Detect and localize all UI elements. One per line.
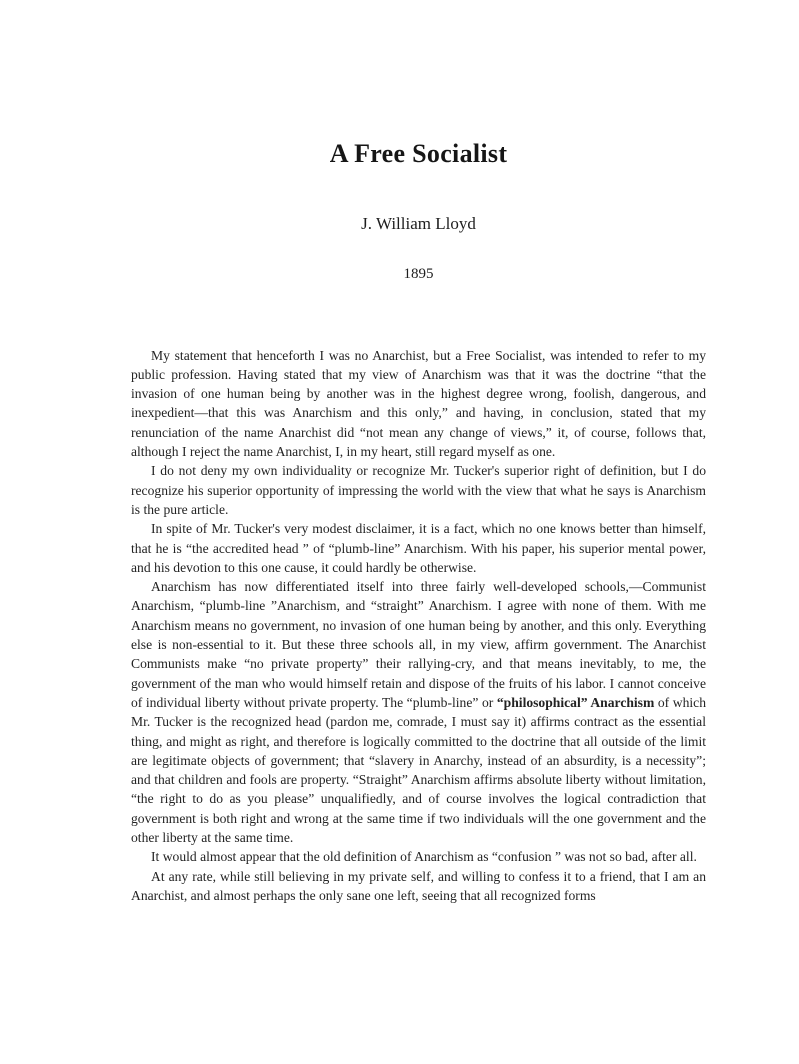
text-column bbox=[131, 0, 706, 905]
article-title: A Free Socialist bbox=[329, 139, 508, 168]
text-segment: of which Mr. Tucker is the recognized head (pardon me, comrade, I must say it) affirms contract as the essential thing, and might as right, and therefore is logically committed to the doctrine that all outside of the limit are legitimate objects of government; that “slavery in Anarchy, instead of an absurdity, is a necessity”; and that children and fools are property. “Straight” Anarchism affirms absolute liberty without limitation, “the right to do as you please” unqualifiedly, and of course involves the logical contradiction that government is both right and wrong at the same time if two individuals will the one government and the other liberty at the same time. bbox=[131, 694, 707, 846]
paragraph bbox=[131, 867, 706, 906]
paragraph bbox=[131, 346, 706, 462]
text-segment: It would almost appear that the old definition of Anarchism as “confusion ” was not so bad, after all. bbox=[151, 849, 697, 865]
text-segment: In spite of Mr. Tucker's very modest disclaimer, it is a fact, which no one knows better than himself, that he is “the accredited head ” of “plumb-line” Anarchism. With his paper, his superior mental power, and his devotion to this one cause, it could hardly be otherwise. bbox=[131, 521, 706, 575]
bold-text-segment: “philosophical” Anarchism bbox=[496, 694, 655, 710]
text-segment: At any rate, while still believing in my private self, and willing to confess it to a friend, that I am an Anarchist, and almost perhaps the only sane one left, seeing that all recognized forms bbox=[131, 868, 706, 903]
paragraph bbox=[131, 461, 706, 519]
paragraph bbox=[131, 577, 706, 847]
paragraph bbox=[131, 519, 706, 577]
text-segment: My statement that henceforth I was no Anarchist, but a Free Socialist, was intended to refer to my public profession. Having stated that my view of Anarchism was that it was the doctrine “that the invasion of one human being by another was in the highest degree wrong, foolish, dangerous, and inexpedient—that this was Anarchism and this only,” and having, in conclusion, stated that my renunciation of the name Anarchist did “not mean any change of views,” it, of course, follows that, although I reject the name Anarchist, I, in my heart, still regard myself as one. bbox=[131, 347, 706, 460]
paragraph bbox=[131, 847, 706, 866]
article-year: 1895 bbox=[403, 265, 434, 282]
article-body bbox=[131, 346, 706, 906]
text-segment: Anarchism has now differentiated itself into three fairly well-developed schools,—Communist Anarchism, “plumb-line ”Anarchism, and “straight” Anarchism. I agree with none of them. With me Anarchism means no government, no invasion of one human being by another, and this only. Everything else is non-essential to it. But these three schools all, in my view, affirm government. The Anarchist Communists make “no private property” their rallying-cry, and that means inevitably, to me, the government of the man who would himself retain and dispose of the fruits of his labor. I cannot conceive of individual liberty without private property. The “plumb-line” or bbox=[131, 579, 706, 710]
article-author: J. William Lloyd bbox=[361, 213, 476, 233]
text-segment: I do not deny my own individuality or recognize Mr. Tucker's superior right of definition, but I do recognize his superior opportunity of impressing the world with the view that what he says is Anarchism is the pure article. bbox=[131, 463, 706, 517]
